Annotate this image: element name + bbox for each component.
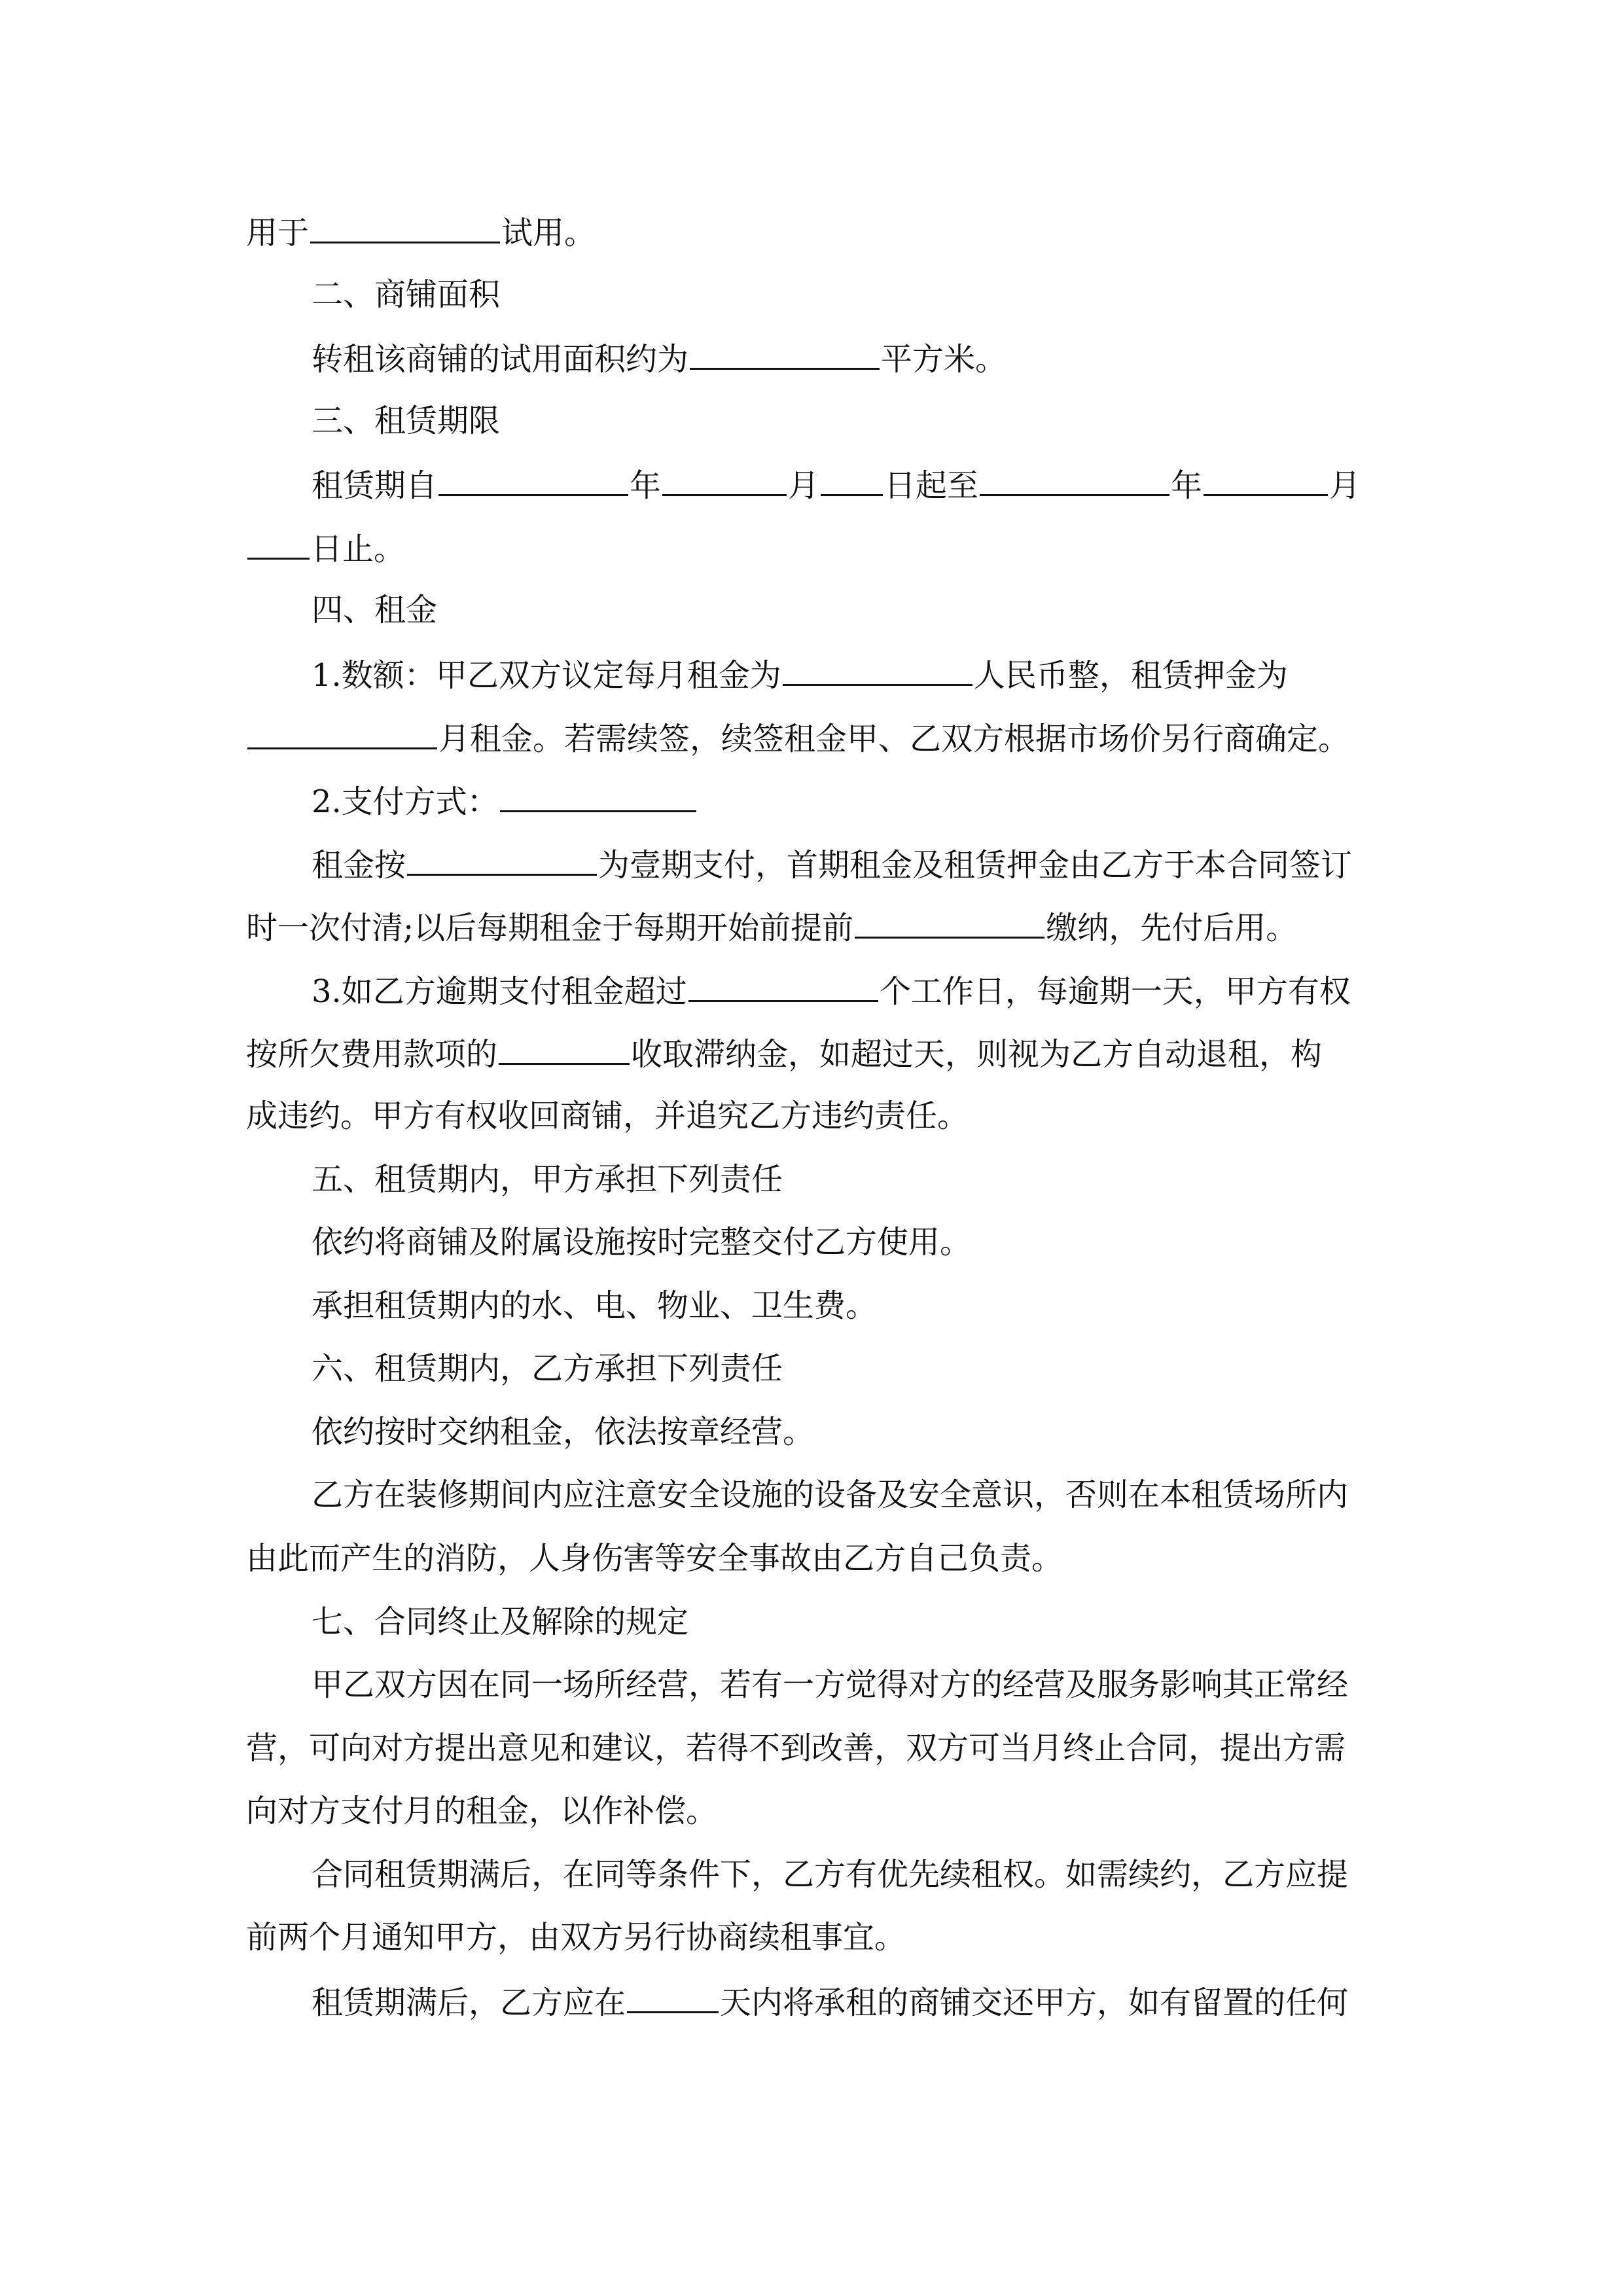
blank-start-year <box>438 460 628 496</box>
heading-lease-term: 三、租赁期限 <box>312 403 501 439</box>
blank-payment-period <box>407 840 597 876</box>
paragraph-breach: 成违约。甲方有权收回商铺，并追究乙方违约责任。 <box>246 1098 969 1134</box>
blank-deposit <box>247 713 437 749</box>
blank-end-month <box>1204 460 1328 496</box>
paragraph-late-payment: 3.如乙方逾期支付租金超过 个工作日，每逾期一天，甲方有权 <box>312 966 1393 1013</box>
paragraph-termination-1-end: 向对方支付月的租金，以作补偿。 <box>246 1793 718 1829</box>
paragraph-party-a-fees: 承担租赁期内的水、电、物业、卫生费。 <box>312 1287 878 1324</box>
heading-party-b-duties: 六、租赁期内，乙方承担下列责任 <box>312 1350 783 1387</box>
paragraph-termination-1: 甲乙双方因在同一场所经营，若有一方觉得对方的经营及服务影响其正常经 <box>312 1666 1349 1703</box>
blank-monthly-rent <box>783 650 972 686</box>
blank-start-day <box>821 460 883 496</box>
paragraph-term-end: 日止。 <box>246 524 1393 571</box>
blank-advance <box>855 903 1044 939</box>
blank-end-year <box>980 460 1169 496</box>
blank-return-days <box>627 1977 719 2013</box>
paragraph-area: 转租该商铺的试用面积约为 平方米。 <box>312 334 1393 381</box>
blank-usage <box>310 207 500 243</box>
paragraph-rent-deposit: 月租金。若需续签，续签租金甲、乙双方根据市场价另行商确定。 <box>246 713 1393 761</box>
paragraph-term: 租赁期自 年 月 日起至 年 月 <box>312 460 1393 507</box>
paragraph-usage: 用于 试用。 <box>246 207 1393 255</box>
paragraph-rent-amount: 1.数额：甲乙双方议定每月租金为 人民币整，租赁押金为 <box>312 650 1393 697</box>
paragraph-payment-method: 2.支付方式： <box>312 776 1393 823</box>
blank-late-days <box>688 966 878 1002</box>
paragraph-safety: 乙方在装修期间内应注意安全设施的设备及安全意识，否则在本租赁场所内 <box>312 1477 1349 1513</box>
paragraph-late-fee: 按所欠费用款项的 收取滞纳金，如超过天，则视为乙方自动退租，构 <box>246 1029 1393 1076</box>
heading-shop-area: 二、商铺面积 <box>312 276 501 313</box>
paragraph-payment-period: 租金按 为壹期支付，首期租金及租赁押金由乙方于本合同签订 <box>312 840 1393 887</box>
blank-area <box>690 334 880 370</box>
paragraph-renewal-cont: 前两个月通知甲方，由双方另行协商续租事宜。 <box>246 1919 906 1956</box>
blank-start-month <box>662 460 787 496</box>
paragraph-renewal: 合同租赁期满后，在同等条件下，乙方有优先续租权。如需续约，乙方应提 <box>312 1856 1349 1893</box>
blank-payment-method <box>500 776 696 812</box>
blank-late-fee <box>499 1029 630 1065</box>
heading-termination: 七、合同终止及解除的规定 <box>312 1604 689 1640</box>
heading-rent: 四、租金 <box>312 592 438 628</box>
paragraph-termination-1-cont: 营，可向对方提出意见和建议，若得不到改善，双方可当月终止合同，提出方需 <box>246 1730 1346 1767</box>
paragraph-party-a-delivery: 依约将商铺及附属设施按时完整交付乙方使用。 <box>312 1224 972 1261</box>
blank-end-day <box>247 524 310 560</box>
paragraph-return: 租赁期满后，乙方应在 天内将承租的商铺交还甲方，如有留置的任何 <box>312 1977 1393 2024</box>
paragraph-safety-cont: 由此而产生的消防，人身伤害等安全事故由乙方自己负责。 <box>246 1540 1063 1577</box>
paragraph-payment-advance: 时一次付清;以后每期租金于每期开始前提前 缴纳，先付后用。 <box>246 903 1393 950</box>
heading-party-a-duties: 五、租赁期内，甲方承担下列责任 <box>312 1161 783 1198</box>
paragraph-party-b-rent: 依约按时交纳租金，依法按章经营。 <box>312 1414 815 1450</box>
